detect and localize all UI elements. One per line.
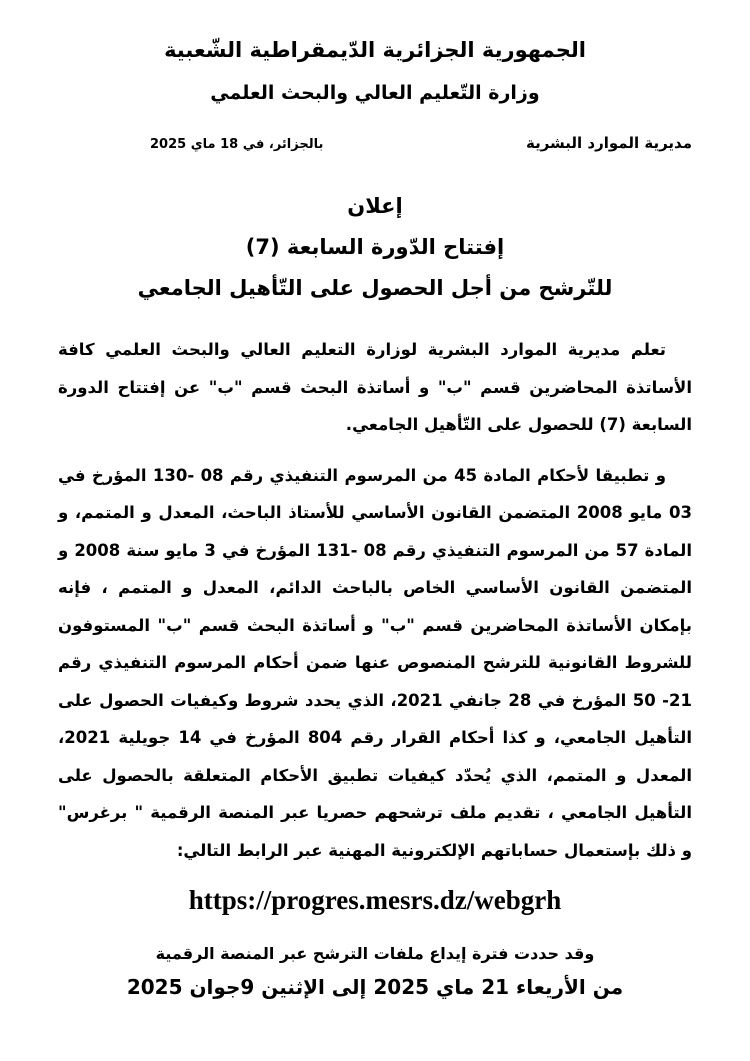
ministry-title: وزارة التّعليم العالي والبحث العلمي [210,82,540,104]
application-platform-url: https://progres.mesrs.dz/webgrh [188,885,562,915]
title-block [0,186,750,309]
directorate-label: مديرية الموارد البشرية [525,134,692,152]
title-purpose: للتّرشح من أجل الحصول على التّأهيل الجامعي [137,276,613,300]
place-date-label: بالجزائر، في 18 ماي 2025 [150,137,324,152]
body-paragraph-2: و تطبيقا لأحكام المادة 45 من المرسوم التنفيذي رقم 08 -130 المؤرخ في 03 مايو 2008 المتضمن القانون الأساسي للأستاذ الباحث، المعدل و المتمم، و المادة 57 من المرسوم التنفيذي رقم 08 -131 المؤرخ في 3 مايو سنة 2008 و المتضمن القانون الأساسي الخاص بالباحث الدائم، المعدل و المتمم ، فإنه بإمكان الأساتذة المحاضرين قسم "ب" و أساتذة البحث قسم "ب" المستوفون للشروط القانونية للترشح المنصوص عنها ضمن أحكام المرسوم التنفيذي رقم 21- 50 المؤرخ في 28 جانفي 2021، الذي يحدد شروط وكيفيات الحصول على التأهيل الجامعي، و كذا أحكام القرار رقم 804 المؤرخ في 14 جويلية 2021، المعدل و المتمم، الذي يُحدّد كيفيات تطبيق الأحكام المتعلقة بالحصول على التأهيل الجامعي ، تقديم ملف ترشحهم حصريا عبر المنصة الرقمية " برغرس" و ذلك بإستعمال حساباتهم الإلكترونية المهنية عبر الرابط التالي: [58,465,693,860]
republic-title: الجمهورية الجزائرية الدّيمقراطية الشّعبية [164,38,586,62]
body-paragraph-1: تعلم مديرية الموارد البشرية لوزارة التعليم العالي والبحث العلمي كافة الأساتذة المحاضرين قسم "ب" و أساتذة البحث قسم "ب" عن إفتتاح الدورة السابعة (7) للحصول على التّأهيل الجامعي. [58,340,692,434]
submission-period-dates: من الأريعاء 21 ماي 2025 إلى الإثنين 9جوان 2025 [126,975,624,999]
date-row [0,134,750,152]
title-session: إفتتاح الدّورة السابعة (7) [245,235,505,259]
title-announcement: إعلان [347,194,403,218]
submission-period-intro: وقد حددت فترة إيداع ملفات الترشح عبر المنصة الرقمية [155,944,595,963]
